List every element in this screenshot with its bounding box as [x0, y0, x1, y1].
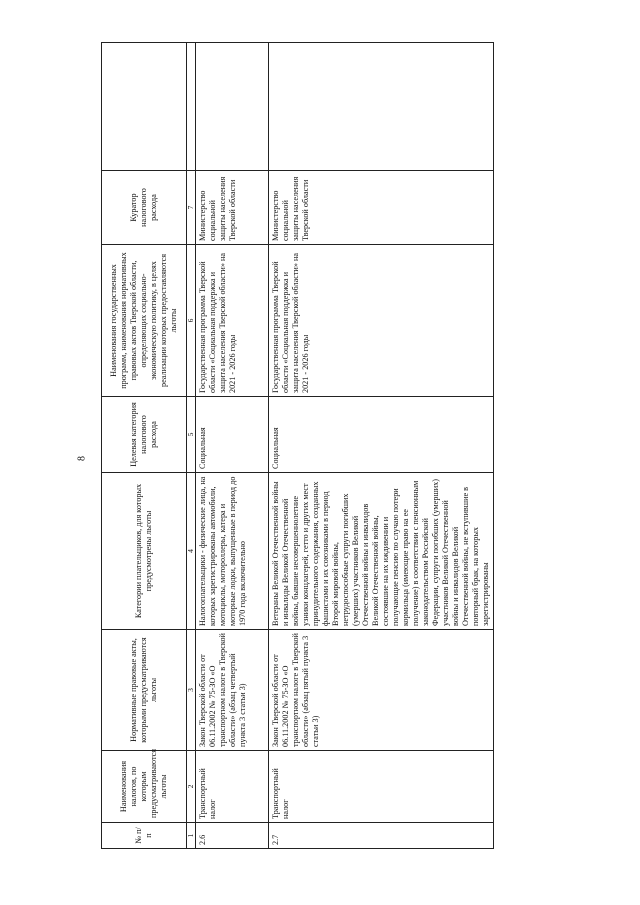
header-program: Наименования государственных программ, наименования нормативных правовых актов Тверской области, определяющих социально-экономическую политику, в целях реализации которых предоставляются льготы	[102, 245, 187, 397]
rotated-table-container	[101, 43, 618, 849]
column-number: 6	[187, 245, 196, 397]
table-row	[269, 43, 494, 849]
header-act: Нормативные правовые акты, которыми предусматриваются льготы	[102, 630, 187, 751]
row-curator: Министерство социальной защиты населения Тверской области	[196, 171, 269, 245]
page-number: 8	[76, 456, 88, 461]
row-tax: Транспортный налог	[269, 751, 494, 823]
tax-expenditure-table	[101, 42, 494, 849]
row-category: Социальная	[269, 397, 494, 473]
header-tax: Наименования налогов, по которым предусматриваются льготы	[102, 751, 187, 823]
column-number: 7	[187, 171, 196, 245]
row-num: 2.6	[196, 823, 269, 849]
row-blank	[269, 43, 494, 171]
column-number-blank	[187, 43, 196, 171]
header-curator: Куратор налогового расхода	[102, 171, 187, 245]
row-curator: Министерство социальной защиты населения Тверской области	[269, 171, 494, 245]
row-tax: Транспортный налог	[196, 751, 269, 823]
row-act: Закон Тверской области от 06.11.2002 № 75-ЗО «О транспортном налоге в Тверской области» (абзац четвертый пункта 3 статьи 3)	[196, 630, 269, 751]
row-program: Государственная программа Тверской области «Социальная поддержка и защита населения Тверской области» на 2021 - 2026 годы	[196, 245, 269, 397]
header-blank	[102, 43, 187, 171]
row-program: Государственная программа Тверской области «Социальная поддержка и защита населения Тверской области» на 2021 - 2026 годы	[269, 245, 494, 397]
table-row	[196, 43, 269, 849]
row-blank	[196, 43, 269, 171]
row-payers: Ветераны Великой Отечественной войны и инвалиды Великой Отечественной войны, бывшие несовершеннолетние узники концлагерей, гетто и других мест принудительного содержания, созданных фашистами и их союзниками в период Второй мировой войны, нетрудоспособные супруги погибших (умерших) участников Великой Отечественной войны и инвалидов Великой Отечественной войны, состоявшие на их иждивении и получающие пенсию по случаю потери кормильца (имеющие право на ее получение) в соответствии с пенсионным законодательством Российской Федерации, супруги погибших (умерших) участников Великой Отечественной войны и инвалидов Великой Отечественной войны, не вступившие в повторный брак, на которых зарегистрированы	[269, 473, 494, 630]
row-act: Закон Тверской области от 06.11.2002 № 75-ЗО «О транспортном налоге в Тверской области» (абзац пятый пункта 3 статьи 3)	[269, 630, 494, 751]
column-number-row	[187, 43, 196, 849]
row-num: 2.7	[269, 823, 494, 849]
column-number: 3	[187, 630, 196, 751]
row-category: Социальная	[196, 397, 269, 473]
column-number: 4	[187, 473, 196, 630]
column-number: 2	[187, 751, 196, 823]
column-number: 1	[187, 823, 196, 849]
header-payers: Категории плательщиков, для которых предусмотрены льготы	[102, 473, 187, 630]
header-category: Целевая категория налогового расхода	[102, 397, 187, 473]
column-number: 5	[187, 397, 196, 473]
header-num: № п/п	[102, 823, 187, 849]
row-payers: Налогоплательщики - физические лица, на которых зарегистрированы автомобили, мотоциклы, мотороллеры, катера и моторные лодки, выпущенные в период до 1970 года включительно	[196, 473, 269, 630]
header-row	[102, 43, 187, 849]
